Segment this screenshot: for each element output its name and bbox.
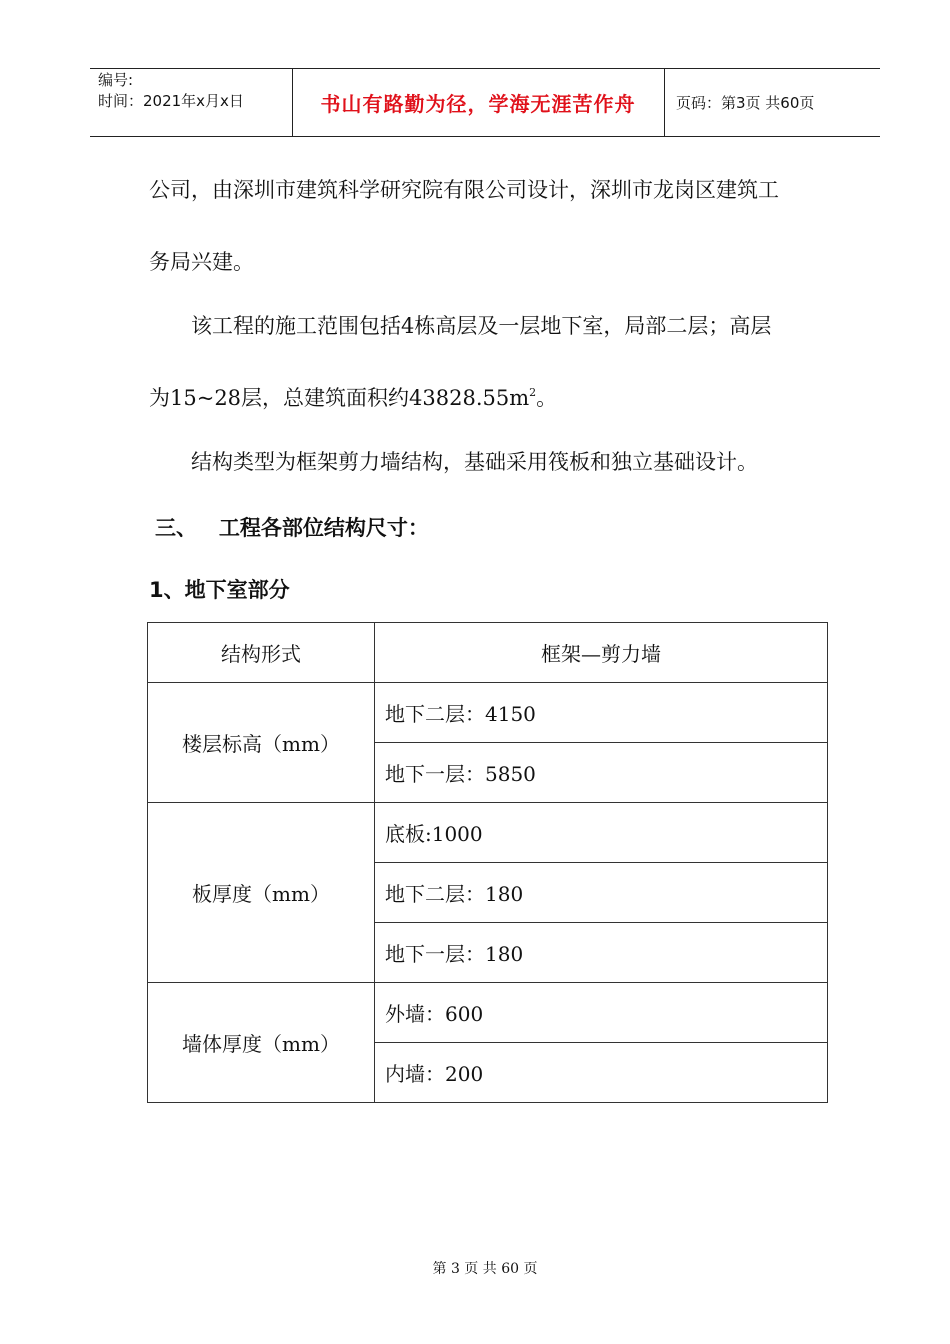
header-bottom-rule bbox=[90, 136, 880, 137]
table-row bbox=[148, 803, 828, 863]
page-footer: 第 3 页 共 60 页 bbox=[432, 1261, 538, 1277]
paragraph-3: 结构类型为框架剪力墙结构，基础采用筏板和独立基础设计。 bbox=[191, 450, 758, 474]
table-header-value: 框架—剪力墙 bbox=[375, 623, 828, 683]
subsection-heading-1: 1、地下室部分 bbox=[149, 578, 290, 602]
section-heading-3: 三、 工程各部位结构尺寸： bbox=[155, 516, 429, 540]
time-label: 时间：2021年x月x日 bbox=[98, 92, 244, 110]
area-text: 为15~28层，总建筑面积约43828.55m bbox=[149, 386, 530, 410]
slab-b2: 地下二层：180 bbox=[375, 863, 828, 923]
table-row bbox=[148, 983, 828, 1043]
paragraph-1-line-1: 公司，由深圳市建筑科学研究院有限公司设计，深圳市龙岗区建筑工 bbox=[149, 178, 779, 202]
floor-height-b1: 地下一层：5850 bbox=[375, 743, 828, 803]
header-page-info: 页码：第3页 共60页 bbox=[676, 94, 815, 112]
paragraph-2-line-1: 该工程的施工范围包括4栋高层及一层地下室，局部二层；高层 bbox=[191, 314, 772, 338]
slab-b1: 地下一层：180 bbox=[375, 923, 828, 983]
paragraph-2-line-2 bbox=[149, 384, 557, 412]
table-row bbox=[148, 683, 828, 743]
table-header-label: 结构形式 bbox=[148, 623, 375, 683]
wall-thickness-label: 墙体厚度（mm） bbox=[148, 983, 375, 1103]
table-row bbox=[148, 623, 828, 683]
header-top-rule bbox=[90, 68, 880, 69]
header-divider-2 bbox=[664, 68, 665, 136]
basement-structure-table bbox=[147, 622, 828, 1103]
header-motto: 书山有路勤为径，学海无涯苦作舟 bbox=[320, 92, 636, 116]
floor-height-label: 楼层标高（mm） bbox=[148, 683, 375, 803]
serial-label: 编号: bbox=[98, 71, 134, 89]
area-end: 。 bbox=[536, 386, 558, 410]
area-superscript: 2 bbox=[529, 386, 537, 399]
paragraph-1-line-2: 务局兴建。 bbox=[149, 250, 254, 274]
slab-thickness-label: 板厚度（mm） bbox=[148, 803, 375, 983]
header-meta bbox=[98, 70, 244, 112]
floor-height-b2: 地下二层：4150 bbox=[375, 683, 828, 743]
wall-outer: 外墙：600 bbox=[375, 983, 828, 1043]
slab-base: 底板:1000 bbox=[375, 803, 828, 863]
wall-inner: 内墙：200 bbox=[375, 1043, 828, 1103]
